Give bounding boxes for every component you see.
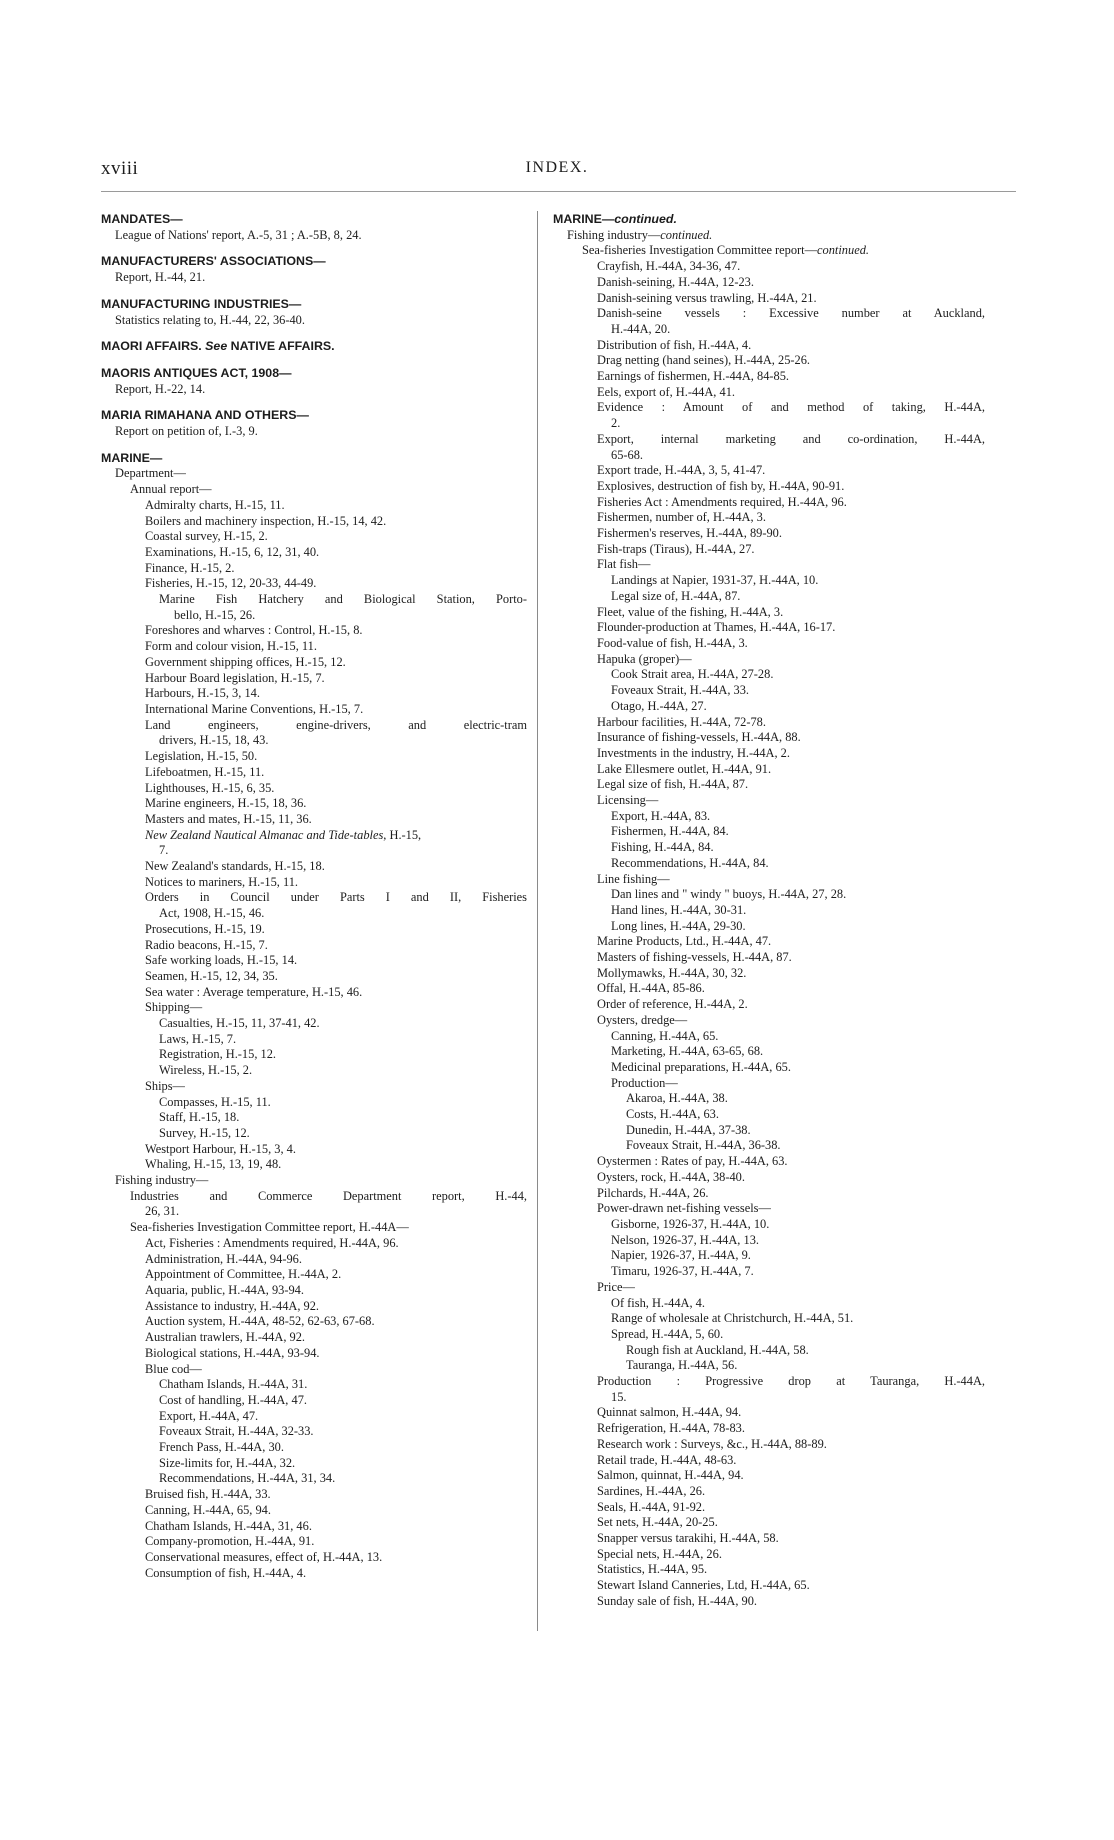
index-entry: Size-limits for, H.-44A, 32. [159, 1455, 296, 1470]
index-entry: Chatham Islands, H.-44A, 31, 46. [145, 1518, 312, 1533]
column-divider [537, 211, 538, 1631]
index-heading: MANUFACTURERS' ASSOCIATIONS— [101, 254, 326, 269]
index-entry: Mollymawks, H.-44A, 30, 32. [597, 965, 747, 980]
index-entry: Land engineers, engine-drivers, and electric-tram [145, 717, 527, 732]
header-rule [101, 191, 1016, 192]
index-entry: Napier, 1926-37, H.-44A, 9. [611, 1248, 751, 1263]
index-entry: Consumption of fish, H.-44A, 4. [145, 1565, 307, 1580]
index-entry: Akaroa, H.-44A, 38. [626, 1091, 728, 1106]
index-entry: Examinations, H.-15, 6, 12, 31, 40. [145, 544, 320, 559]
index-entry: Hapuka (groper)— [597, 651, 692, 666]
index-entry: Medicinal preparations, H.-44A, 65. [611, 1059, 791, 1074]
index-entry: Westport Harbour, H.-15, 3, 4. [145, 1141, 296, 1156]
index-entry: Danish-seining, H.-44A, 12-23. [597, 274, 754, 289]
index-entry: Crayfish, H.-44A, 34-36, 47. [597, 259, 741, 274]
index-entry: Boilers and machinery inspection, H.-15, 14, 42. [145, 513, 387, 528]
index-entry: Blue cod— [145, 1361, 202, 1376]
index-entry: Marine Products, Ltd., H.-44A, 47. [597, 934, 772, 949]
index-entry: Price— [597, 1279, 635, 1294]
index-entry: Laws, H.-15, 7. [159, 1031, 237, 1046]
index-entry: Flounder-production at Thames, H.-44A, 16-17. [597, 620, 836, 635]
index-entry: New Zealand Nautical Almanac and Tide-tables, H.-15, [145, 827, 422, 842]
index-entry: Registration, H.-15, 12. [159, 1047, 277, 1062]
index-entry: Stewart Island Canneries, Ltd, H.-44A, 65. [597, 1578, 810, 1593]
index-entry: Form and colour vision, H.-15, 11. [145, 639, 317, 654]
index-entry: Special nets, H.-44A, 26. [597, 1546, 722, 1561]
index-entry: Long lines, H.-44A, 29-30. [611, 918, 746, 933]
index-entry: Quinnat salmon, H.-44A, 94. [597, 1405, 742, 1420]
index-entry: Marine Fish Hatchery and Biological Station, Porto- [159, 592, 527, 607]
index-entry: Company-promotion, H.-44A, 91. [145, 1534, 315, 1549]
index-entry: Canning, H.-44A, 65, 94. [145, 1502, 271, 1517]
index-entry: 7. [159, 843, 169, 858]
index-entry: Sardines, H.-44A, 26. [597, 1483, 706, 1498]
index-entry: Foveaux Strait, H.-44A, 36-38. [626, 1138, 781, 1153]
index-entry: Casualties, H.-15, 11, 37-41, 42. [159, 1016, 320, 1031]
index-entry: Costs, H.-44A, 63. [626, 1107, 719, 1122]
index-entry: Seamen, H.-15, 12, 34, 35. [145, 968, 278, 983]
index-entry: Salmon, quinnat, H.-44A, 94. [597, 1468, 744, 1483]
index-entry: Order of reference, H.-44A, 2. [597, 997, 748, 1012]
index-entry: Harbours, H.-15, 3, 14. [145, 686, 260, 701]
index-entry: drivers, H.-15, 18, 43. [159, 733, 269, 748]
index-entry: 15. [611, 1389, 627, 1404]
index-entry: Retail trade, H.-44A, 48-63. [597, 1452, 737, 1467]
index-entry: Gisborne, 1926-37, H.-44A, 10. [611, 1217, 770, 1231]
index-entry: Foveaux Strait, H.-44A, 33. [611, 683, 750, 698]
index-heading: MAORIS ANTIQUES ACT, 1908— [101, 365, 292, 380]
index-entry: Insurance of fishing-vessels, H.-44A, 88. [597, 730, 801, 745]
index-entry: Explosives, destruction of fish by, H.-44A, 90-91. [597, 478, 845, 493]
index-entry: Oysters, dredge— [597, 1012, 688, 1027]
page-title: INDEX. [525, 159, 589, 176]
index-heading: MARIA RIMAHANA AND OTHERS— [101, 408, 309, 423]
index-entry: Cost of handling, H.-44A, 47. [159, 1392, 307, 1407]
index-entry: Distribution of fish, H.-44A, 4. [597, 337, 752, 352]
index-entry: Harbour Board legislation, H.-15, 7. [145, 670, 325, 685]
index-entry: Timaru, 1926-37, H.-44A, 7. [611, 1264, 754, 1279]
index-entry: Radio beacons, H.-15, 7. [145, 937, 268, 952]
index-entry: H.-44A, 20. [611, 321, 671, 336]
index-entry: Export, internal marketing and co-ordination, H.-44A, [597, 431, 985, 446]
index-entry: Seals, H.-44A, 91-92. [597, 1499, 706, 1514]
index-entry: 65-68. [611, 447, 644, 462]
index-entry: Australian trawlers, H.-44A, 92. [145, 1330, 306, 1345]
index-entry: Oystermen : Rates of pay, H.-44A, 63. [597, 1154, 788, 1169]
index-entry: Drag netting (hand seines), H.-44A, 25-26. [597, 353, 811, 368]
index-entry: Act, Fisheries : Amendments required, H.-44A, 96. [145, 1235, 399, 1250]
index-entry: Legal size of, H.-44A, 87. [611, 588, 741, 603]
index-entry: Foreshores and wharves : Control, H.-15, 8. [145, 623, 363, 638]
index-entry: League of Nations' report, A.-5, 31 ; A.-5B, 8, 24. [115, 227, 362, 242]
index-entry: Staff, H.-15, 18. [159, 1110, 240, 1125]
index-entry: Wireless, H.-15, 2. [159, 1063, 253, 1078]
index-entry: Fisheries, H.-15, 12, 20-33, 44-49. [145, 576, 317, 591]
index-entry: Marketing, H.-44A, 63-65, 68. [611, 1044, 764, 1059]
index-entry: Of fish, H.-44A, 4. [611, 1295, 705, 1310]
index-entry: Survey, H.-15, 12. [159, 1125, 250, 1140]
index-entry: Statistics relating to, H.-44, 22, 36-40. [115, 312, 305, 327]
index-column-right [553, 212, 985, 1610]
index-entry: Shipping— [145, 1000, 203, 1015]
index-entry: French Pass, H.-44A, 30. [159, 1440, 284, 1455]
index-entry: Auction system, H.-44A, 48-52, 62-63, 67-68. [145, 1314, 375, 1329]
index-entry: Refrigeration, H.-44A, 78-83. [597, 1421, 745, 1436]
index-entry: Food-value of fish, H.-44A, 3. [597, 635, 748, 650]
index-heading: MANDATES— [101, 212, 183, 226]
index-entry: Orders in Council under Parts I and II, Fisheries [145, 890, 527, 905]
index-entry: Nelson, 1926-37, H.-44A, 13. [611, 1232, 759, 1247]
index-entry: Investments in the industry, H.-44A, 2. [597, 745, 790, 760]
index-entry: Fleet, value of the fishing, H.-44A, 3. [597, 604, 784, 619]
index-entry: Prosecutions, H.-15, 19. [145, 921, 265, 936]
index-entry: Licensing— [597, 793, 659, 808]
index-entry: Sea-fisheries Investigation Committee report, H.-44A— [130, 1220, 409, 1235]
index-entry: Snapper versus tarakihi, H.-44A, 58. [597, 1531, 779, 1546]
index-entry: Industries and Commerce Department report, H.-44, [130, 1188, 527, 1203]
index-entry: Bruised fish, H.-44A, 33. [145, 1487, 271, 1502]
index-entry: Sunday sale of fish, H.-44A, 90. [597, 1593, 758, 1608]
index-entry: Canning, H.-44A, 65. [611, 1028, 719, 1043]
index-entry: Sea-fisheries Investigation Committee report—continued. [582, 243, 869, 258]
index-entry: Department— [115, 466, 186, 481]
index-entry: Report, H.-44, 21. [115, 270, 206, 285]
index-entry: Lighthouses, H.-15, 6, 35. [145, 780, 275, 795]
index-entry: Legal size of fish, H.-44A, 87. [597, 777, 749, 792]
index-entry: Report, H.-22, 14. [115, 381, 206, 396]
index-entry: Ships— [145, 1078, 185, 1093]
index-entry: Biological stations, H.-44A, 93-94. [145, 1345, 320, 1360]
index-entry: Government shipping offices, H.-15, 12. [145, 654, 346, 669]
index-entry: Tauranga, H.-44A, 56. [626, 1358, 738, 1373]
index-entry: Recommendations, H.-44A, 84. [611, 855, 769, 870]
index-entry: Fishermen, H.-44A, 84. [611, 824, 729, 839]
index-entry: Foveaux Strait, H.-44A, 32-33. [159, 1424, 314, 1439]
index-entry: Fishing industry— [115, 1173, 209, 1188]
index-entry: Conservational measures, effect of, H.-44A, 13. [145, 1549, 383, 1564]
index-entry: Marine engineers, H.-15, 18, 36. [145, 796, 307, 811]
index-entry: Appointment of Committee, H.-44A, 2. [145, 1267, 342, 1282]
index-entry: Danish-seining versus trawling, H.-44A, 21. [597, 290, 817, 305]
index-entry: Export, H.-44A, 83. [611, 808, 711, 823]
index-entry: Safe working loads, H.-15, 14. [145, 953, 298, 968]
index-entry: Power-drawn net-fishing vessels— [597, 1201, 771, 1216]
index-entry: Otago, H.-44A, 27. [611, 698, 707, 713]
index-entry: Fishermen's reserves, H.-44A, 89-90. [597, 526, 782, 541]
index-entry: Flat fish— [597, 557, 651, 572]
index-entry: Fishing, H.-44A, 84. [611, 840, 714, 855]
index-entry: Offal, H.-44A, 85-86. [597, 981, 705, 996]
index-entry: Sea water : Average temperature, H.-15, 46. [145, 984, 363, 999]
index-entry: Statistics, H.-44A, 95. [597, 1562, 708, 1577]
index-entry: Report on petition of, I.-3, 9. [115, 424, 258, 439]
index-entry: Cook Strait area, H.-44A, 27-28. [611, 667, 774, 682]
index-entry: Pilchards, H.-44A, 26. [597, 1185, 709, 1200]
index-column-left [101, 212, 527, 1581]
index-entry: Range of wholesale at Christchurch, H.-44A, 51. [611, 1311, 854, 1326]
index-entry: Set nets, H.-44A, 20-25. [597, 1515, 718, 1530]
index-entry: Line fishing— [597, 871, 670, 886]
index-entry: Masters of fishing-vessels, H.-44A, 87. [597, 950, 792, 965]
index-entry: Oysters, rock, H.-44A, 38-40. [597, 1169, 745, 1184]
index-entry: Export trade, H.-44A, 3, 5, 41-47. [597, 463, 766, 478]
index-entry: International Marine Conventions, H.-15, 7. [145, 701, 364, 716]
index-entry: Chatham Islands, H.-44A, 31. [159, 1377, 308, 1392]
index-entry: Lake Ellesmere outlet, H.-44A, 91. [597, 761, 772, 776]
index-entry: Notices to mariners, H.-15, 11. [145, 874, 299, 889]
index-entry: Whaling, H.-15, 13, 19, 48. [145, 1157, 282, 1172]
index-entry: Compasses, H.-15, 11. [159, 1094, 271, 1109]
index-entry: Lifeboatmen, H.-15, 11. [145, 764, 265, 779]
page-number: xviii [101, 158, 139, 179]
index-entry: Aquaria, public, H.-44A, 93-94. [145, 1283, 304, 1297]
index-entry: Legislation, H.-15, 50. [145, 749, 258, 764]
index-entry: New Zealand's standards, H.-15, 18. [145, 859, 325, 874]
index-entry: Evidence : Amount of and method of taking, H.-44A, [597, 400, 985, 415]
index-entry: Landings at Napier, 1931-37, H.-44A, 10. [611, 573, 819, 588]
index-entry: Fishing industry—continued. [567, 227, 713, 242]
index-entry: Eels, export of, H.-44A, 41. [597, 384, 735, 399]
index-entry: Fisheries Act : Amendments required, H.-44A, 96. [597, 494, 847, 509]
index-entry: Danish-seine vessels : Excessive number at Auckland, [597, 306, 985, 321]
index-entry: Coastal survey, H.-15, 2. [145, 529, 268, 544]
index-entry: Spread, H.-44A, 5, 60. [611, 1326, 724, 1341]
index-entry: Dan lines and " windy " buoys, H.-44A, 27, 28. [611, 887, 847, 902]
index-entry: Dunedin, H.-44A, 37-38. [626, 1122, 751, 1137]
index-entry: Research work : Surveys, &c., H.-44A, 88-89. [597, 1436, 827, 1451]
index-heading: MANUFACTURING INDUSTRIES— [101, 296, 302, 311]
index-entry: Hand lines, H.-44A, 30-31. [611, 902, 747, 917]
index-heading: MARINE— [101, 450, 163, 465]
index-entry: Rough fish at Auckland, H.-44A, 58. [626, 1342, 809, 1357]
index-heading: MARINE—continued. [553, 212, 677, 226]
index-entry: Production : Progressive drop at Tauranga, H.-44A, [597, 1374, 985, 1389]
index-entry: Harbour facilities, H.-44A, 72-78. [597, 714, 766, 729]
index-entry: Production— [611, 1075, 678, 1090]
index-heading: MAORI AFFAIRS. See NATIVE AFFAIRS. [101, 339, 335, 354]
index-entry: Masters and mates, H.-15, 11, 36. [145, 811, 312, 826]
index-entry: Act, 1908, H.-15, 46. [159, 906, 265, 921]
index-entry: Export, H.-44A, 47. [159, 1408, 259, 1423]
index-entry: Finance, H.-15, 2. [145, 560, 235, 575]
index-entry: 2. [611, 416, 621, 431]
index-entry: Assistance to industry, H.-44A, 92. [145, 1298, 320, 1313]
index-entry: Administration, H.-44A, 94-96. [145, 1251, 302, 1266]
index-entry: Earnings of fishermen, H.-44A, 84-85. [597, 369, 790, 384]
index-entry: Admiralty charts, H.-15, 11. [145, 497, 285, 512]
index-entry: 26, 31. [145, 1204, 180, 1219]
index-entry: bello, H.-15, 26. [174, 607, 256, 622]
index-entry: Annual report— [130, 482, 212, 497]
index-entry: Fish-traps (Tiraus), H.-44A, 27. [597, 541, 755, 556]
index-entry: Recommendations, H.-44A, 31, 34. [159, 1471, 336, 1486]
index-entry: Fishermen, number of, H.-44A, 3. [597, 510, 766, 525]
